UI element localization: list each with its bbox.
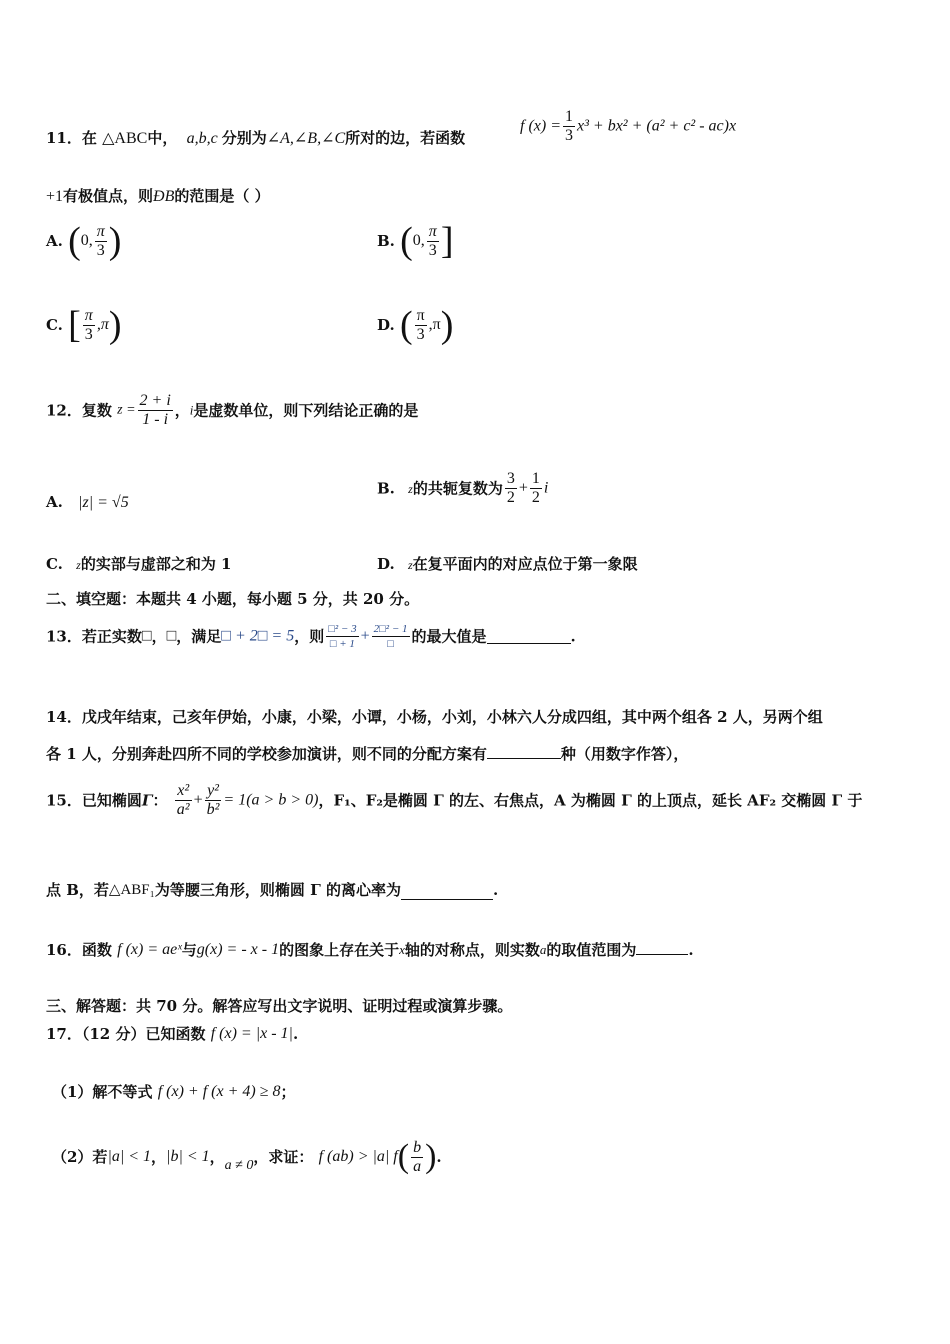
q11-option-b: B. (0, $\frac{\pi}{3}$ ]: [377, 220, 454, 262]
q15-line1: 15．已知椭圆Γ： $\frac{\text{x²}}{\text{a²}}$ + $\frac{\text{y²}}{\text{b²}}$ = 1(a > b > 0)，F₁、F₂是椭圆 Γ 的左、右焦点，A 为椭圆 Γ 的上顶点，延长 AF₂ 交椭圆 Γ 于: [46, 782, 863, 818]
q11-sides: a,b,c: [186, 130, 218, 147]
q17-text: ，: [151, 1148, 167, 1166]
paren-close: ): [440, 304, 454, 346]
answer-blank: [487, 629, 571, 644]
q15-triangle: △ABF₁: [108, 882, 155, 898]
q16-x: x: [399, 942, 405, 957]
q11-text: 有极值点，则: [63, 187, 154, 205]
q15-text: 为等腰三角形，则椭圆 Γ 的离心率为: [154, 881, 401, 899]
q12-text: 的共轭复数为: [412, 479, 503, 498]
q13-var: □: [166, 627, 177, 645]
q17-cond: |a| < 1: [107, 1148, 152, 1165]
q16-text: 的取值范围为: [546, 941, 637, 959]
q13-text: ，则: [294, 627, 325, 646]
paren-close: ): [108, 304, 122, 346]
option-label: B.: [377, 479, 395, 498]
q15-text: ：: [152, 791, 168, 810]
q15-number: 15．: [46, 791, 82, 810]
q12-option-a: [46, 492, 129, 513]
q12-text: 是虚数单位，则下列结论正确的是: [193, 401, 419, 420]
paren-open: (: [68, 220, 81, 262]
q17-f: f (x) = |x - 1|: [210, 1025, 293, 1042]
q12-z: z: [407, 558, 413, 572]
q12-option-b: [377, 470, 548, 518]
q11-angles: ∠A,∠B,∠C: [266, 130, 346, 147]
q15-line2: [46, 880, 498, 916]
q12-number: 12．: [46, 401, 82, 420]
q11-option-a: A. (0, $\frac{\pi}{3}$ ): [46, 220, 122, 262]
q15-gamma: Γ: [141, 791, 153, 810]
q11-fraction: $\frac{1}{3}$: [565, 108, 573, 144]
plus: +: [360, 627, 370, 645]
q14-line1: 14．戊戌年结束，己亥年伊始，小康，小梁，小谭，小杨，小刘，小林六人分成四组，其中两个组各 2 人，另两个组: [46, 708, 823, 726]
q12-text: 的实部与虚部之和为 1: [80, 555, 232, 573]
q13-text: .: [570, 627, 576, 646]
q16-f: f (x) = aeˣ: [117, 941, 182, 958]
q11-fx: f (x) =: [520, 117, 561, 135]
q12-option-a-expr: |z| = √5: [78, 494, 129, 511]
q17-part1: [52, 1082, 295, 1112]
q11-option-d: D. ( $\frac{\pi}{3}$ ,π): [377, 304, 454, 346]
q11-plus-one: +1: [46, 188, 64, 205]
q11-text: 的范围是（ ）: [174, 187, 270, 205]
answer-blank: [487, 744, 561, 759]
q17-part2: （2）若|a| < 1，|b| < 1，a ≠ 0，求证： f (ab) > |a| f( $\frac{b}{a}$ ).: [52, 1138, 442, 1175]
q13-text: 的最大值是: [411, 627, 487, 646]
q12-z: z: [408, 481, 413, 496]
option-label: A.: [46, 232, 63, 250]
q12-i: i: [189, 402, 194, 418]
paren-open: (: [399, 304, 413, 346]
q11-line1: [46, 128, 465, 149]
paren-open: [: [68, 304, 81, 346]
q11-line2: [46, 186, 270, 207]
q12-option-d: [377, 554, 638, 575]
q17-part1-label: （1）解不等式: [52, 1083, 153, 1101]
q17-text: （12 分）已知函数: [81, 1025, 206, 1043]
q11-text: 分别为: [221, 129, 267, 147]
q11-number: 11．: [46, 129, 82, 147]
q15-text: .: [492, 881, 499, 899]
option-label: B.: [377, 232, 395, 250]
option-label: C.: [46, 555, 63, 573]
option-label: D.: [377, 555, 395, 573]
q14-text: 种（用数字作答），: [560, 745, 689, 763]
q17-text: ；: [280, 1083, 296, 1101]
q17-part2-expr: f (ab) > |a| f: [318, 1148, 398, 1165]
q15-text: 点 B，若: [46, 881, 109, 899]
fraction: $\frac{\pi}{3}$: [428, 222, 437, 259]
q13-text: ，: [151, 627, 167, 646]
fraction: $\frac{3}{2}$: [506, 470, 515, 506]
q16-text: 的图象上存在关于: [279, 941, 400, 959]
q16-g: g(x) = - x - 1: [196, 941, 280, 958]
q11-triangle: △ABC: [102, 130, 148, 147]
option-label: C.: [46, 316, 63, 334]
q17-part1-expr: f (x) + f (x + 4) ≥ 8: [157, 1083, 281, 1100]
q13-text: 若正实数: [81, 627, 142, 646]
paren-close: ): [108, 220, 122, 262]
fraction: $\frac{\text{2□² − 1}}{□}$: [373, 623, 408, 650]
q17: [46, 1024, 298, 1054]
paren-close: ]: [440, 220, 454, 262]
q17-number: 17．: [46, 1025, 82, 1043]
answer-blank: [401, 885, 493, 900]
q15-text: 已知椭圆: [81, 791, 142, 810]
q12-fraction: $\frac{2 + i}{1 - i}$: [139, 392, 171, 428]
q17-part2-label: （2）若: [52, 1148, 108, 1166]
q17-text: ，: [209, 1148, 225, 1166]
q13-var: □: [141, 627, 152, 645]
q16-a: a: [539, 942, 547, 957]
q16-text: 轴的对称点，则实数: [404, 941, 540, 959]
q14-line2: [46, 744, 688, 764]
section-2-heading: 二、填空题：本题共 4 小题，每小题 5 分，共 20 分。: [46, 590, 420, 608]
fraction: $\frac{\text{x²}}{\text{a²}}$: [176, 782, 190, 818]
q12-stem: [46, 392, 418, 436]
q13-number: 13．: [46, 627, 82, 646]
plus: +: [518, 479, 528, 497]
q11-f-rest: x³ + bx² + (a² + c² - ac)x: [577, 117, 737, 135]
q12-z: z: [76, 558, 81, 572]
paren-open: (: [400, 220, 413, 262]
q12-text: 在复平面内的对应点位于第一象限: [412, 555, 638, 573]
q16-number: 16．: [46, 941, 82, 959]
q12-z: z =: [117, 402, 136, 418]
q12-text: ，: [174, 401, 190, 420]
q17-cond: |b| < 1: [166, 1148, 210, 1165]
q16-text: 函数: [81, 941, 112, 959]
q15-text: ，F₁、F₂是椭圆 Γ 的左、右焦点，A 为椭圆 Γ 的上顶点，延长 AF₂ 交椭圆 Γ 于: [318, 791, 863, 810]
q17-text: .: [292, 1025, 299, 1043]
q13-condition: □ + 2□ = 5: [221, 627, 295, 645]
q11-option-c: C. [ $\frac{\pi}{3}$ ,π): [46, 304, 122, 346]
fraction: $\frac{\text{□² − 3}}{□ + 1}$: [328, 623, 357, 650]
fraction: $\frac{\pi}{3}$: [416, 306, 425, 343]
q13: [46, 622, 576, 666]
q13-text: ，: [176, 627, 192, 646]
section-3-heading: 三、解答题：共 70 分。解答应写出文字说明、证明过程或演算步骤。: [46, 997, 513, 1015]
fraction: $\frac{\text{y²}}{\text{b²}}$: [206, 782, 220, 818]
q16: [46, 940, 694, 970]
q11-angle-b: ÐB: [153, 188, 175, 205]
q11-text: 所对的边，若函数: [345, 129, 466, 147]
answer-blank: [636, 940, 688, 955]
q17-text: ，求证：: [253, 1148, 314, 1166]
option-label: D.: [377, 316, 395, 334]
fraction: $\frac{1}{2}$: [531, 470, 540, 506]
fraction: $\frac{\pi}{3}$: [96, 222, 105, 259]
q11-text: 在: [81, 129, 97, 147]
q14-text: 各 1 人，分别奔赴四所不同的学校参加演讲，则不同的分配方案有: [46, 745, 487, 763]
q17-cond: a ≠ 0: [224, 1158, 254, 1173]
q16-text: .: [688, 941, 694, 959]
q16-text: 与: [181, 941, 197, 959]
q12-i: i: [543, 479, 549, 497]
q11-function: [520, 108, 736, 152]
option-label: A.: [46, 493, 63, 511]
q15-eq: = 1(a > b > 0): [223, 791, 319, 809]
q13-text: 满足: [191, 627, 222, 646]
fraction: $\frac{b}{a}$: [413, 1138, 422, 1175]
q11-text: 中，: [147, 129, 178, 147]
q17-text: .: [436, 1148, 442, 1166]
q12-text: 复数: [81, 401, 112, 420]
q12-option-c: [46, 554, 231, 575]
fraction: $\frac{\pi}{3}$: [84, 306, 93, 343]
